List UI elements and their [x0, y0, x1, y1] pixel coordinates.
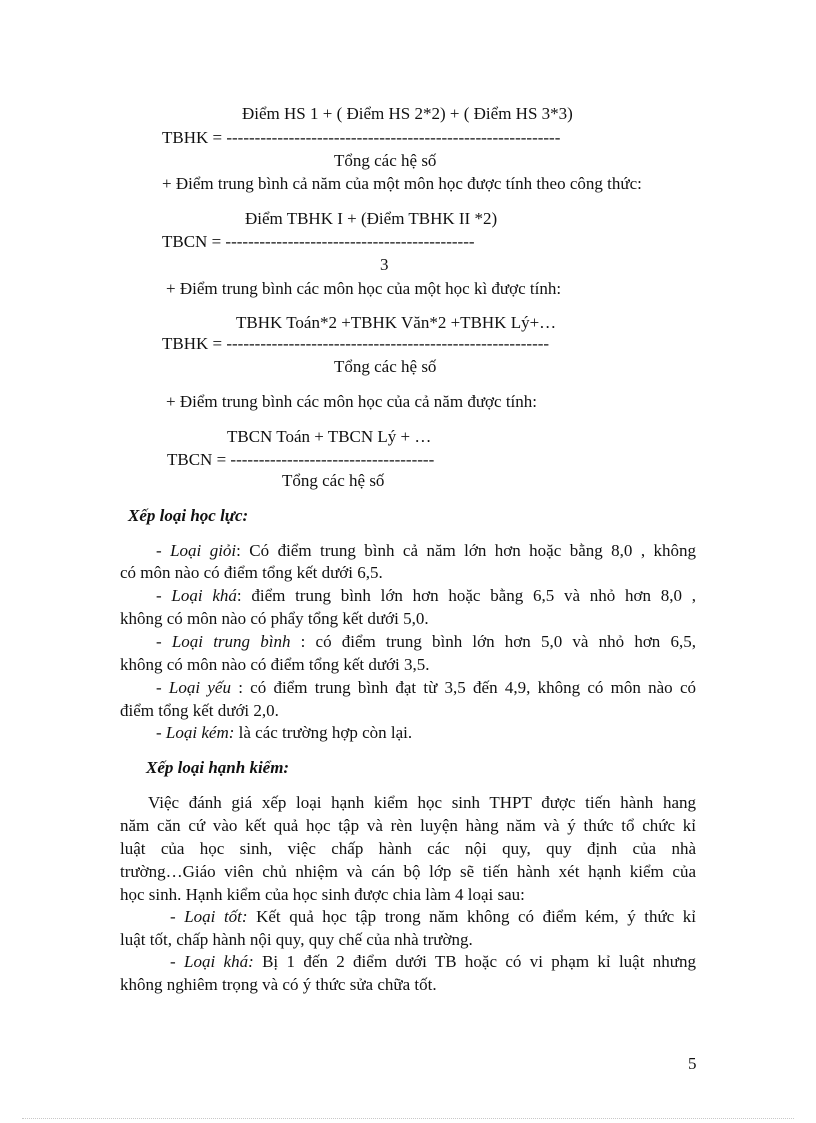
hoc-luc-kha-dash: - [156, 586, 172, 605]
hoc-luc-trung-binh-text: : có điểm trung bình lớn hơn 5,0 và nhỏ hơn 6,5, [290, 632, 696, 651]
formula-4-denominator: Tổng các hệ số [282, 471, 385, 490]
hoc-luc-gioi-line1 [120, 541, 696, 561]
hanh-kiem-kha-line2: không nghiêm trọng và có ý thức sửa chữa tốt. [120, 975, 437, 994]
hanh-kiem-para-line5: học sinh. Hạnh kiểm của học sinh được chia làm 4 loại sau: [120, 885, 525, 904]
hanh-kiem-kha-term: Loại khá: [184, 952, 254, 971]
hoc-luc-kha-line2: không có môn nào có phẩy tổng kết dưới 5,0. [120, 609, 429, 628]
hanh-kiem-heading: Xếp loại hạnh kiểm: [146, 758, 290, 777]
formula-2-denominator: 3 [380, 255, 389, 274]
hoc-luc-kha-line1 [120, 586, 696, 606]
hanh-kiem-tot-dash: - [170, 907, 185, 926]
hoc-luc-trung-binh-dash: - [156, 632, 172, 651]
hoc-luc-gioi-line2: có môn nào có điểm tổng kết dưới 6,5. [120, 563, 383, 582]
hoc-luc-trung-binh-line2: không có môn nào có điểm tổng kết dưới 3,5. [120, 655, 430, 674]
hoc-luc-yeu-text: : có điểm trung bình đạt từ 3,5 đến 4,9, không có môn nào có [230, 678, 696, 697]
hanh-kiem-tot-text: Kết quả học tập trong năm không có điểm kém, ý thức kỉ [247, 907, 696, 926]
formula-1-lhs: TBHK = ----------------------------------------------------------- [162, 128, 561, 147]
hanh-kiem-kha-line1 [120, 952, 696, 972]
hanh-kiem-para-line3: luật của học sinh, việc chấp hành các nội quy, quy định của nhà [120, 839, 696, 858]
hoc-luc-kem-term: Loại kém: [165, 723, 235, 742]
hanh-kiem-kha-dash: - [170, 952, 185, 971]
formula-3-intro: + Điểm trung bình các môn học của một học kì được tính: [166, 279, 562, 298]
formula-3-lhs: TBHK = --------------------------------------------------------- [162, 334, 550, 353]
hoc-luc-kem-text: là các trường hợp còn lại. [234, 723, 413, 742]
hanh-kiem-para-line2: năm căn cứ vào kết quả học tập và rèn luyện hàng năm và ý thức tổ chức kỉ [120, 816, 696, 835]
hoc-luc-kem-line [156, 723, 412, 743]
hoc-luc-yeu-line2: điểm tổng kết dưới 2,0. [120, 701, 279, 720]
formula-2-lhs: TBCN = -------------------------------------------- [162, 232, 475, 251]
hanh-kiem-para-line4: trường…Giáo viên chủ nhiệm và cán bộ lớp sẽ tiến hành xét hạnh kiểm của [120, 862, 696, 881]
hoc-luc-kha-term: Loại khá [171, 586, 237, 605]
hoc-luc-yeu-dash: - [156, 678, 169, 697]
formula-3-denominator: Tổng các hệ số [334, 357, 437, 376]
hanh-kiem-tot-term: Loại tốt: [184, 907, 248, 926]
page-bottom-divider [22, 1118, 794, 1119]
hoc-luc-gioi-term: Loại giỏi [170, 541, 237, 560]
hanh-kiem-tot-line2: luật tốt, chấp hành nội quy, quy chế của nhà trường. [120, 930, 473, 949]
hoc-luc-heading: Xếp loại học lực: [128, 506, 249, 525]
hoc-luc-yeu-term: Loại yếu [168, 678, 231, 697]
formula-3-numerator: TBHK Toán*2 +TBHK Văn*2 +TBHK Lý+… [236, 313, 557, 332]
formula-2-intro: + Điểm trung bình cả năm của một môn học được tính theo công thức: [162, 174, 642, 193]
hoc-luc-gioi-text: : Có điểm trung bình cả năm lớn hơn hoặc bằng 8,0 , không [236, 541, 697, 560]
hanh-kiem-kha-text: Bị 1 đến 2 điểm dưới TB hoặc có vi phạm kỉ luật nhưng [253, 952, 697, 971]
hoc-luc-trung-binh-term: Loại trung bình [171, 632, 291, 651]
hanh-kiem-tot-line1 [120, 907, 696, 927]
formula-2-numerator: Điểm TBHK I + (Điểm TBHK II *2) [245, 209, 498, 228]
formula-4-lhs: TBCN = ------------------------------------ [167, 450, 435, 469]
hanh-kiem-para-line1 [120, 793, 696, 813]
formula-4-numerator: TBCN Toán + TBCN Lý + … [227, 427, 432, 446]
hoc-luc-gioi-dash: - [156, 541, 171, 560]
hanh-kiem-para-line1-text: Việc đánh giá xếp loại hạnh kiểm học sinh THPT được tiến hành hang [148, 793, 696, 812]
hoc-luc-trung-binh-line1 [120, 632, 696, 652]
formula-1-numerator: Điểm HS 1 + ( Điểm HS 2*2) + ( Điểm HS 3*3) [242, 104, 573, 123]
hoc-luc-yeu-line1 [120, 678, 696, 698]
hoc-luc-kem-dash: - [156, 723, 166, 742]
formula-1-denominator: Tổng các hệ số [334, 151, 437, 170]
hoc-luc-kha-text: : điểm trung bình lớn hơn hoặc bằng 6,5 và nhỏ hơn 8,0 , [236, 586, 696, 605]
page-number: 5 [688, 1054, 697, 1073]
formula-4-intro: + Điểm trung bình các môn học của cả năm được tính: [166, 392, 537, 411]
